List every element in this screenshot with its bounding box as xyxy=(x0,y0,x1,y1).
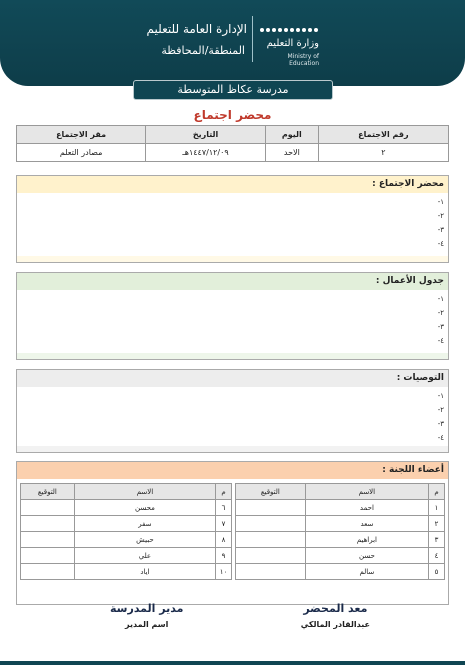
table-row xyxy=(21,548,232,564)
section-footer xyxy=(17,256,448,262)
signature-cell[interactable] xyxy=(21,564,75,580)
member-name: علي xyxy=(74,548,215,564)
bottom-bar xyxy=(0,661,465,665)
info-header-row xyxy=(17,126,449,144)
list-item[interactable]: ٢- xyxy=(437,406,444,414)
section-title: أعضاء اللجنة : xyxy=(17,462,448,479)
info-header-cell: رقم الاجتماع xyxy=(318,126,448,144)
table-row xyxy=(236,564,445,580)
col-sign-header: التوقيع xyxy=(21,484,75,500)
member-num: ٧ xyxy=(216,516,232,532)
section-footer xyxy=(17,446,448,452)
signature-cell[interactable] xyxy=(236,532,306,548)
document-title: محضر اجتماع xyxy=(193,108,272,122)
section-list xyxy=(17,387,448,445)
admin-title: الإدارة العامة للتعليم xyxy=(146,22,247,36)
signature-cell[interactable] xyxy=(236,548,306,564)
member-num: ١٠ xyxy=(216,564,232,580)
preparer-title: معد المحضر xyxy=(303,602,368,615)
member-name: سالم xyxy=(305,564,428,580)
list-item[interactable]: ١- xyxy=(437,392,444,400)
signature-cell[interactable] xyxy=(21,500,75,516)
members-header-row xyxy=(21,484,232,500)
signature-cell[interactable] xyxy=(236,564,306,580)
signature-cell[interactable] xyxy=(236,500,306,516)
school-name-bar: مدرسة عكاظ المتوسطة xyxy=(133,80,333,100)
recommendations-section xyxy=(16,369,449,453)
member-name: حبيش xyxy=(74,532,215,548)
principal-signature xyxy=(110,602,183,629)
table-row xyxy=(236,500,445,516)
member-num: ١ xyxy=(429,500,445,516)
member-num: ٩ xyxy=(216,548,232,564)
list-item[interactable]: ١- xyxy=(437,198,444,206)
info-value-cell: ٢ xyxy=(318,144,448,162)
table-row xyxy=(236,548,445,564)
logo-dots-icon xyxy=(259,18,319,32)
member-name: حسن xyxy=(305,548,428,564)
col-name-header: الاسم xyxy=(74,484,215,500)
section-footer xyxy=(17,353,448,359)
member-num: ٣ xyxy=(429,532,445,548)
list-item[interactable]: ٣- xyxy=(437,323,444,331)
member-name: سفر xyxy=(74,516,215,532)
section-title: التوصيات : xyxy=(17,370,448,387)
signature-cell[interactable] xyxy=(21,516,75,532)
members-header-row xyxy=(236,484,445,500)
member-num: ٦ xyxy=(216,500,232,516)
ministry-name-en: Ministry of Education xyxy=(287,53,319,67)
member-name: احمد xyxy=(305,500,428,516)
table-row xyxy=(236,516,445,532)
member-num: ٨ xyxy=(216,532,232,548)
member-name: اياد xyxy=(74,564,215,580)
meeting-info-table xyxy=(16,125,449,162)
section-list xyxy=(17,290,448,348)
table-row xyxy=(236,532,445,548)
member-name: ابراهيم xyxy=(305,532,428,548)
info-header-cell: مقر الاجتماع xyxy=(17,126,146,144)
header-divider xyxy=(252,16,253,62)
preparer-name: عبدالقادر المالكي xyxy=(300,620,370,629)
info-header-cell: التاريخ xyxy=(146,126,266,144)
table-row xyxy=(21,500,232,516)
preparer-signature xyxy=(301,602,370,629)
member-num: ٢ xyxy=(429,516,445,532)
signature-cell[interactable] xyxy=(21,548,75,564)
list-item[interactable]: ٣- xyxy=(437,226,444,234)
ministry-logo xyxy=(259,16,319,66)
member-name: محسن xyxy=(74,500,215,516)
region-title: المنطقة/المحافظة xyxy=(161,44,245,57)
member-num: ٤ xyxy=(429,548,445,564)
col-num-header: م xyxy=(429,484,445,500)
signature-cell[interactable] xyxy=(21,532,75,548)
members-table-right xyxy=(235,483,445,580)
section-list xyxy=(17,193,448,251)
committee-members-section xyxy=(16,461,449,605)
info-value-cell: مصادر التعلم xyxy=(17,144,146,162)
list-item[interactable]: ٤- xyxy=(437,240,444,248)
members-table-left xyxy=(20,483,232,580)
list-item[interactable]: ٢- xyxy=(437,212,444,220)
table-row xyxy=(21,532,232,548)
list-item[interactable]: ٢- xyxy=(437,309,444,317)
table-row xyxy=(21,564,232,580)
info-value-cell: ١٤٤٧/١٢/٠٩هـ xyxy=(146,144,266,162)
members-tables xyxy=(17,479,448,604)
agenda-section xyxy=(16,272,449,360)
list-item[interactable]: ٤- xyxy=(437,434,444,442)
info-value-row xyxy=(17,144,449,162)
signature-cell[interactable] xyxy=(236,516,306,532)
info-header-cell: اليوم xyxy=(265,126,318,144)
principal-name: اسم المدير xyxy=(125,620,169,629)
ministry-name-ar: وزارة التعليم xyxy=(266,38,319,49)
list-item[interactable]: ٤- xyxy=(437,337,444,345)
section-title: محضر الاجتماع : xyxy=(17,176,448,193)
col-num-header: م xyxy=(216,484,232,500)
list-item[interactable]: ١- xyxy=(437,295,444,303)
col-name-header: الاسم xyxy=(305,484,428,500)
minutes-section xyxy=(16,175,449,263)
list-item[interactable]: ٣- xyxy=(437,420,444,428)
member-num: ٥ xyxy=(429,564,445,580)
col-sign-header: التوقيع xyxy=(236,484,306,500)
section-title: جدول الأعمال : xyxy=(17,273,448,290)
member-name: سعد xyxy=(305,516,428,532)
page-header xyxy=(0,0,465,86)
principal-title: مدير المدرسة xyxy=(110,602,184,615)
table-row xyxy=(21,516,232,532)
info-value-cell: الاحد xyxy=(265,144,318,162)
